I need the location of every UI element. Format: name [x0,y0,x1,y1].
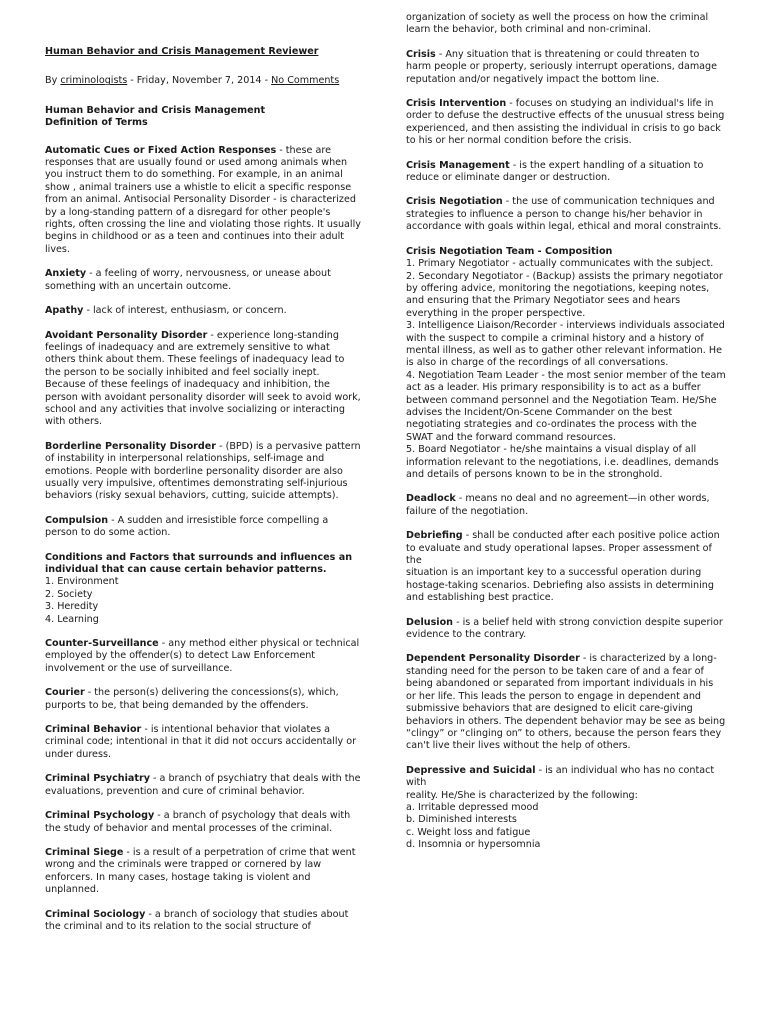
post-date: - Friday, November 7, 2014 - [127,75,272,87]
term-definition: - these are responses that are usually found or used among animals when you instruct them to do something. For example, in an animal show , animal trainers use a whistle to elicit a specific response from an animal. Antisocial Personality Disorder - is characterized by a long-standing pattern of a disregard for other people's rights, often crossing the line and violating those rights. It usually begins in childhood or as a teen and continues into their adult lives. [45,144,361,255]
author-link[interactable]: criminologists [60,75,128,87]
term-definition: - a branch of psychology that deals with the study of behavior and mental processes of the criminal. [45,810,351,834]
term-entry [45,810,363,835]
byline [45,75,363,87]
term-definition: - a feeling of worry, nervousness, or unease about something with an uncertain outcome. [45,268,331,292]
term-definition: - any method either physical or technical employed by the offender(s) to detect Law Enforcement involvement or the use of surveillance. [45,638,360,674]
list-item: 4. Negotiation Team Leader - the most senior member of the team act as a leader. His primary responsibility is to act as a buffer between command personnel and the Negotiation Team. He/She advises the Incident/On-Scene Commander on the best negotiating strategies and co-ordinates the process with the SWAT and the forward command resources. [406,369,726,443]
term-name: Deadlock [406,493,456,505]
term-name: Criminal Siege [45,846,124,858]
list-item: a. Irritable depressed mood [406,801,539,813]
list-item: 2. Society [45,588,93,600]
term-name: Automatic Cues or Fixed Action Responses [45,144,277,156]
term-entry [45,638,363,675]
term-name: Counter-Surveillance [45,638,159,650]
term-entry [45,773,363,798]
comments-link[interactable]: No Comments [271,75,340,87]
term-entry [406,530,726,604]
term-name: Delusion [406,616,454,628]
list-item: 2. Secondary Negotiator - (Backup) assists the primary negotiator by offering advice, monitoring the negotiations, keeping notes, and ensuring that the Primary Negotiator sees and hears everything in the proper perspective. [406,270,723,319]
term-entry [45,847,363,897]
factor-list [45,576,363,626]
term-name: Borderline Personality Disorder [45,440,217,452]
term-entry [45,552,363,626]
term-entry [406,653,726,752]
term-name: Crisis Negotiation [406,196,503,208]
term-entry [45,330,363,429]
term-entry [406,493,726,518]
term-entry [406,196,726,233]
term-entry [406,617,726,642]
list-item: c. Weight loss and fatigue [406,826,531,838]
term-name: Compulsion [45,514,109,526]
term-name: Criminal Behavior [45,724,142,736]
term-name: Crisis Management [406,159,510,171]
list-item: 1. Primary Negotiator - actually communicates with the subject. [406,258,714,270]
term-definition: - Any situation that is threatening or could threaten to harm people or property, seriously interrupt operations, damage reputation and/or negatively impact the bottom line. [406,48,718,85]
term-definition: - a branch of psychiatry that deals with the evaluations, prevention and cure of criminal behavior. [45,773,361,797]
term-definition: - means no deal and no agreement—in other words, failure of the negotiation. [406,493,710,517]
list-item: 5. Board Negotiator - he/she maintains a visual display of all information relevant to the negotiations, i.e. deadlines, demands and details of persons known to be in the stronghold. [406,444,719,480]
left-column [45,0,363,945]
list-item: 3. Heredity [45,601,99,613]
term-entry [45,909,363,934]
term-definition: - A sudden and irresistible force compelling a person to do some action. [45,514,329,539]
term-definition: - a branch of sociology that studies about the criminal and to its relation to the social structure of [45,908,349,932]
term-entry [45,441,363,503]
term-definition: - is intentional behavior that violates a criminal code; intentional in that it did not occurs accidentally or under duress. [45,724,357,760]
term-name: Conditions and Factors that surrounds and influences an individual that can cause certain behavior patterns. [45,551,353,575]
term-definition: - the use of communication techniques and strategies to influence a person to change his/her behavior in accordance with goals within legal, ethical and moral constraints. [406,196,722,233]
list-item: d. Insomnia or hypersomnia [406,839,541,851]
list-item: 4. Learning [45,613,99,625]
team-composition-list [406,258,726,481]
right-column [406,0,726,864]
term-definition: - is a belief held with strong conviction despite superior evidence to the contrary. [406,616,723,641]
term-definition: - shall be conducted after each positive police action to evaluate and study operational lapses. Proper assessment of the [406,530,720,567]
term-definition: - the person(s) delivering the concessions(s), which, purports to be, that being demanded by the offenders. [45,687,339,711]
term-name: Debriefing [406,530,463,542]
term-entry [45,687,363,712]
section-heading: Human Behavior and Crisis Management [45,104,266,116]
term-name: Crisis Negotiation Team - Composition [406,245,613,257]
term-name: Anxiety [45,268,87,280]
term-name: Avoidant Personality Disorder [45,329,208,341]
list-item: 3. Intelligence Liaison/Recorder - interviews individuals associated with the suspect to compile a criminal history and a history of mental illness, as well as to gather other relevant information. He is also in charge of the recordings of all conversations. [406,320,725,369]
term-definition: - is the expert handling of a situation to reduce or eliminate danger or destruction. [406,159,704,184]
continued-text: organization of society as well the process on how the criminal learn the behavior, both criminal and non-criminal. [406,12,709,36]
document-title: Human Behavior and Crisis Management Reviewer [45,46,319,57]
term-name: Crisis [406,48,436,60]
term-entry [406,98,726,148]
term-definition-continued: experienced, and then assisting the individual in crisis to go back to his or her normal condition before the crisis. [406,122,721,147]
list-item: b. Diminished interests [406,814,517,826]
term-entry [45,724,363,761]
term-definition: - is characterized by a long-standing need for the person to be taken care of and a fear of being abandoned or separated from important individuals in his or her life. This leads the person to engage in dependent and submissive behaviors that are designed to elicit care-giving behaviors in others. The dependent behavior may be see as being “clingy” or “clinging on” to others, because the person fears they can't live their lives without the help of others. [406,653,726,752]
term-definition: - is a result of a perpetration of crime that went wrong and the criminals were trapped or cornered by law enforcers. In many cases, hostage taking is violent and unplanned. [45,846,356,896]
term-entry [406,246,726,482]
term-definition-continued: situation is an important key to a successful operation during hostage-taking scenarios. Debriefing also assists in determining and establishing best practice. [406,567,714,604]
term-entry [45,268,363,293]
section-subheading: Definition of Terms [45,117,148,129]
term-name: Apathy [45,305,84,317]
term-name: Courier [45,687,85,699]
term-definition-continued: reality. He/She is characterized by the following: [406,789,638,801]
term-entry [406,765,726,852]
byline-prefix: By [45,75,61,87]
term-entry [45,515,363,540]
term-name: Dependent Personality Disorder [406,653,580,665]
term-entry [45,145,363,257]
term-name: Criminal Sociology [45,908,146,920]
term-name: Crisis Intervention [406,98,507,110]
term-entry [406,49,726,86]
term-name: Criminal Psychiatry [45,773,150,785]
term-name: Depressive and Suicidal [406,764,536,776]
list-item: 1. Environment [45,576,119,588]
term-definition: - is an individual who has no contact with [406,764,715,789]
term-name: Criminal Psychology [45,810,155,822]
term-definition: - experience long-standing feelings of inadequacy and are extremely sensitive to what others think about them. These feelings of inadequacy lead to the person to be socially inhibited and feel socially inept. Because of these feelings of inadequacy and inhibition, the person with avoidant personality disorder will seek to avoid work, school and any activities that involve socializing or interacting with others. [45,329,361,428]
term-entry [45,305,363,317]
term-entry [406,160,726,185]
term-definition: - focuses on studying an individual's life in order to defuse the destructive effects of the unusual stress being [406,98,725,122]
term-definition: - (BPD) is a pervasive pattern of instability in interpersonal relationships, self-image and emotions. People with borderline personality disorder are also usually very impulsive, oftentimes demonstrating self-injurious behaviors (risky sexual behaviors, cutting, suicide attempts). [45,440,361,502]
term-definition: - lack of interest, enthusiasm, or concern. [83,305,287,317]
symptom-list [406,802,726,852]
